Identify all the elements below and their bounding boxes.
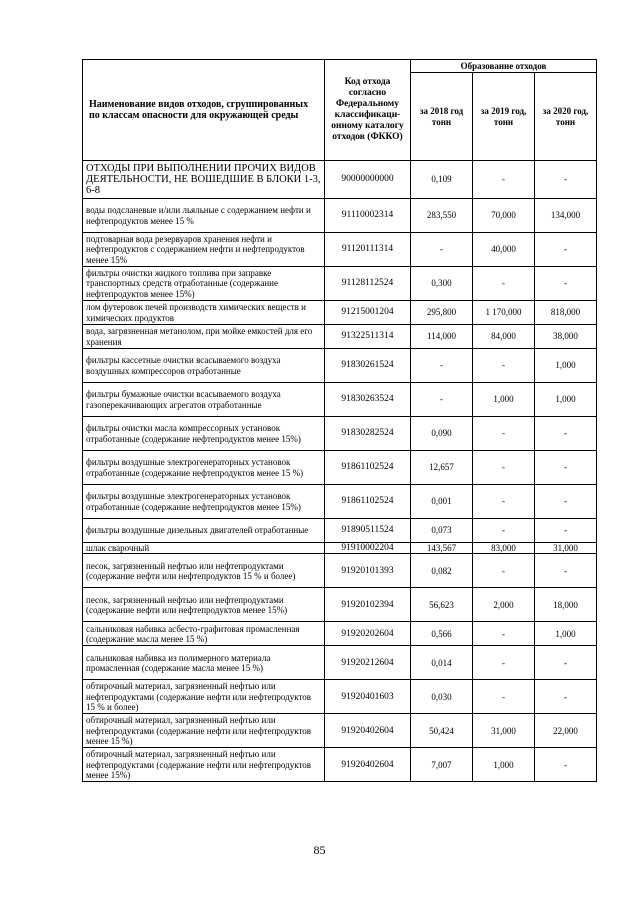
cell-value-2018: 0,090 — [411, 417, 473, 451]
cell-waste-name: песок, загрязненный нефтью или нефтепродуктами (содержание нефти или нефтепродуктов менее 15%) — [83, 588, 325, 622]
cell-value-2020: - — [535, 417, 597, 451]
cell-value-2019: - — [473, 349, 535, 383]
cell-fkko-code: 91830263524 — [325, 383, 411, 417]
cell-value-2018: 143,567 — [411, 543, 473, 554]
cell-value-2020: 18,000 — [535, 588, 597, 622]
cell-value-2020: - — [535, 646, 597, 680]
table-row — [83, 161, 597, 199]
cell-fkko-code: 91861102524 — [325, 485, 411, 519]
cell-value-2018: 0,109 — [411, 161, 473, 199]
cell-value-2018: - — [411, 383, 473, 417]
cell-value-2018: 283,550 — [411, 199, 473, 233]
cell-value-2020: 22,000 — [535, 714, 597, 748]
table-row — [83, 267, 597, 301]
cell-value-2019: - — [473, 622, 535, 646]
cell-value-2020: 38,000 — [535, 325, 597, 349]
cell-fkko-code: 91910002204 — [325, 543, 411, 554]
cell-value-2020: 818,000 — [535, 301, 597, 325]
cell-fkko-code: 91215001204 — [325, 301, 411, 325]
cell-value-2020: - — [535, 451, 597, 485]
cell-waste-name: обтирочный материал, загрязненный нефтью или нефтепродуктами (содержание нефти или нефтепродуктов 15 % и более) — [83, 680, 325, 714]
cell-value-2019: 40,000 — [473, 233, 535, 267]
cell-waste-name: фильтры очистки жидкого топлива при заправке транспортных средств отработанные (содержание нефтепродуктов менее 15%) — [83, 267, 325, 301]
cell-value-2020: 1,000 — [535, 383, 597, 417]
cell-value-2020: 31,000 — [535, 543, 597, 554]
cell-value-2020: - — [535, 554, 597, 588]
table-row — [83, 588, 597, 622]
table-row — [83, 554, 597, 588]
cell-value-2019: 70,000 — [473, 199, 535, 233]
cell-fkko-code: 91861102524 — [325, 451, 411, 485]
cell-waste-name: сальниковая набивка асбесто-графитовая промасленная (содержание масла менее 15 %) — [83, 622, 325, 646]
page-number: 85 — [313, 843, 326, 857]
table-row — [83, 622, 597, 646]
cell-value-2019: - — [473, 451, 535, 485]
cell-waste-name: фильтры очистки масла компрессорных установок отработанные (содержание нефтепродуктов менее 15%) — [83, 417, 325, 451]
table-row — [83, 199, 597, 233]
cell-fkko-code: 91920101393 — [325, 554, 411, 588]
cell-value-2019: - — [473, 680, 535, 714]
cell-fkko-code: 91890511524 — [325, 519, 411, 543]
cell-fkko-code: 91920401603 — [325, 680, 411, 714]
table-row — [83, 325, 597, 349]
table-row — [83, 714, 597, 748]
cell-fkko-code: 91830261524 — [325, 349, 411, 383]
cell-waste-name: обтирочный материал, загрязненный нефтью или нефтепродуктами (содержание нефти или нефтепродуктов менее 15%) — [83, 748, 325, 782]
cell-value-2018: 0,073 — [411, 519, 473, 543]
cell-fkko-code: 91830282524 — [325, 417, 411, 451]
header-fkko-code: Код отхода согласно Федеральному классификаци-онному каталогу отходов (ФККО) — [325, 60, 411, 161]
table-row — [83, 349, 597, 383]
cell-value-2019: 84,000 — [473, 325, 535, 349]
cell-value-2019: - — [473, 161, 535, 199]
table-row — [83, 748, 597, 782]
cell-waste-name: фильтры воздушные дизельных двигателей отработанные — [83, 519, 325, 543]
cell-waste-name: фильтры воздушные электрогенераторных установок отработанные (содержание нефтепродуктов менее 15%) — [83, 485, 325, 519]
table-row — [83, 451, 597, 485]
cell-fkko-code: 91110002314 — [325, 199, 411, 233]
header-year-2019: за 2019 год, тонн — [473, 73, 535, 161]
cell-value-2018: 0,566 — [411, 622, 473, 646]
table-row — [83, 680, 597, 714]
cell-waste-name: подтоварная вода резервуаров хранения нефти и нефтепродуктов с содержанием нефти и нефтепродуктов менее 15% — [83, 233, 325, 267]
cell-waste-name: сальниковая набивка из полимерного материала промасленная (содержание масла менее 15 %) — [83, 646, 325, 680]
header-year-2018: за 2018 год тонн — [411, 73, 473, 161]
cell-value-2018: 50,424 — [411, 714, 473, 748]
cell-value-2019: - — [473, 485, 535, 519]
cell-value-2019: - — [473, 519, 535, 543]
cell-value-2020: - — [535, 485, 597, 519]
cell-value-2018: - — [411, 349, 473, 383]
table-row — [83, 543, 597, 554]
table-row — [83, 646, 597, 680]
cell-value-2018: 0,001 — [411, 485, 473, 519]
cell-value-2018: 7,007 — [411, 748, 473, 782]
cell-value-2018: - — [411, 233, 473, 267]
header-waste-generation: Образование отходов — [411, 60, 597, 73]
cell-value-2018: 295,800 — [411, 301, 473, 325]
cell-value-2019: 1,000 — [473, 748, 535, 782]
cell-value-2018: 0,030 — [411, 680, 473, 714]
table-row — [83, 301, 597, 325]
cell-value-2018: 12,657 — [411, 451, 473, 485]
cell-waste-name: фильтры бумажные очистки всасываемого воздуха газоперекачивающих агрегатов отработанные — [83, 383, 325, 417]
cell-value-2020: - — [535, 267, 597, 301]
table-row — [83, 233, 597, 267]
cell-value-2020: - — [535, 748, 597, 782]
waste-table — [82, 59, 597, 782]
cell-value-2019: 1,000 — [473, 383, 535, 417]
cell-value-2020: - — [535, 161, 597, 199]
header-waste-name: Наименование видов отходов, сгруппированных по классам опасности для окружающей среды — [83, 60, 325, 161]
cell-value-2018: 0,082 — [411, 554, 473, 588]
table-row — [83, 485, 597, 519]
cell-value-2018: 114,000 — [411, 325, 473, 349]
cell-waste-name: лом футеровок печей производств химических веществ и химических продуктов — [83, 301, 325, 325]
table-row — [83, 383, 597, 417]
cell-value-2020: 1,000 — [535, 349, 597, 383]
cell-value-2019: - — [473, 417, 535, 451]
cell-waste-name: шлак сварочный — [83, 543, 325, 554]
cell-fkko-code: 91120111314 — [325, 233, 411, 267]
cell-value-2020: 1,000 — [535, 622, 597, 646]
cell-waste-name: фильтры воздушные электрогенераторных установок отработанные (содержание нефтепродуктов менее 15 %) — [83, 451, 325, 485]
cell-value-2018: 0,014 — [411, 646, 473, 680]
cell-fkko-code: 91322511314 — [325, 325, 411, 349]
cell-fkko-code: 91920212604 — [325, 646, 411, 680]
cell-value-2020: - — [535, 519, 597, 543]
cell-waste-name: обтирочный материал, загрязненный нефтью или нефтепродуктами (содержание нефти или нефтепродуктов менее 15 %) — [83, 714, 325, 748]
cell-waste-name: ОТХОДЫ ПРИ ВЫПОЛНЕНИИ ПРОЧИХ ВИДОВ ДЕЯТЕЛЬНОСТИ, НЕ ВОШЕДШИЕ В БЛОКИ 1-3, 6-8 — [83, 161, 325, 199]
cell-value-2020: 134,000 — [535, 199, 597, 233]
table-body — [83, 161, 597, 782]
cell-value-2019: 83,000 — [473, 543, 535, 554]
cell-fkko-code: 91920102394 — [325, 588, 411, 622]
header-year-2020: за 2020 год, тонн — [535, 73, 597, 161]
table-row — [83, 417, 597, 451]
cell-value-2020: - — [535, 680, 597, 714]
cell-value-2020: - — [535, 233, 597, 267]
cell-waste-name: фильтры кассетные очистки всасываемого воздуха воздушных компрессоров отработанные — [83, 349, 325, 383]
cell-value-2019: 31,000 — [473, 714, 535, 748]
cell-fkko-code: 91920402604 — [325, 748, 411, 782]
cell-value-2019: 1 170,000 — [473, 301, 535, 325]
cell-value-2018: 0,300 — [411, 267, 473, 301]
cell-waste-name: песок, загрязненный нефтью или нефтепродуктами (содержание нефти или нефтепродуктов 15 % и более) — [83, 554, 325, 588]
cell-fkko-code: 91920202604 — [325, 622, 411, 646]
cell-waste-name: вода, загрязненная метанолом, при мойке емкостей для его хранения — [83, 325, 325, 349]
cell-value-2019: 2,000 — [473, 588, 535, 622]
table-row — [83, 519, 597, 543]
cell-value-2019: - — [473, 646, 535, 680]
cell-fkko-code: 91920402604 — [325, 714, 411, 748]
cell-fkko-code: 90000000000 — [325, 161, 411, 199]
cell-waste-name: воды подсланевые и/или льяльные с содержанием нефти и нефтепродуктов менее 15 % — [83, 199, 325, 233]
cell-value-2019: - — [473, 554, 535, 588]
cell-value-2019: - — [473, 267, 535, 301]
cell-value-2018: 56,623 — [411, 588, 473, 622]
cell-fkko-code: 91128112524 — [325, 267, 411, 301]
